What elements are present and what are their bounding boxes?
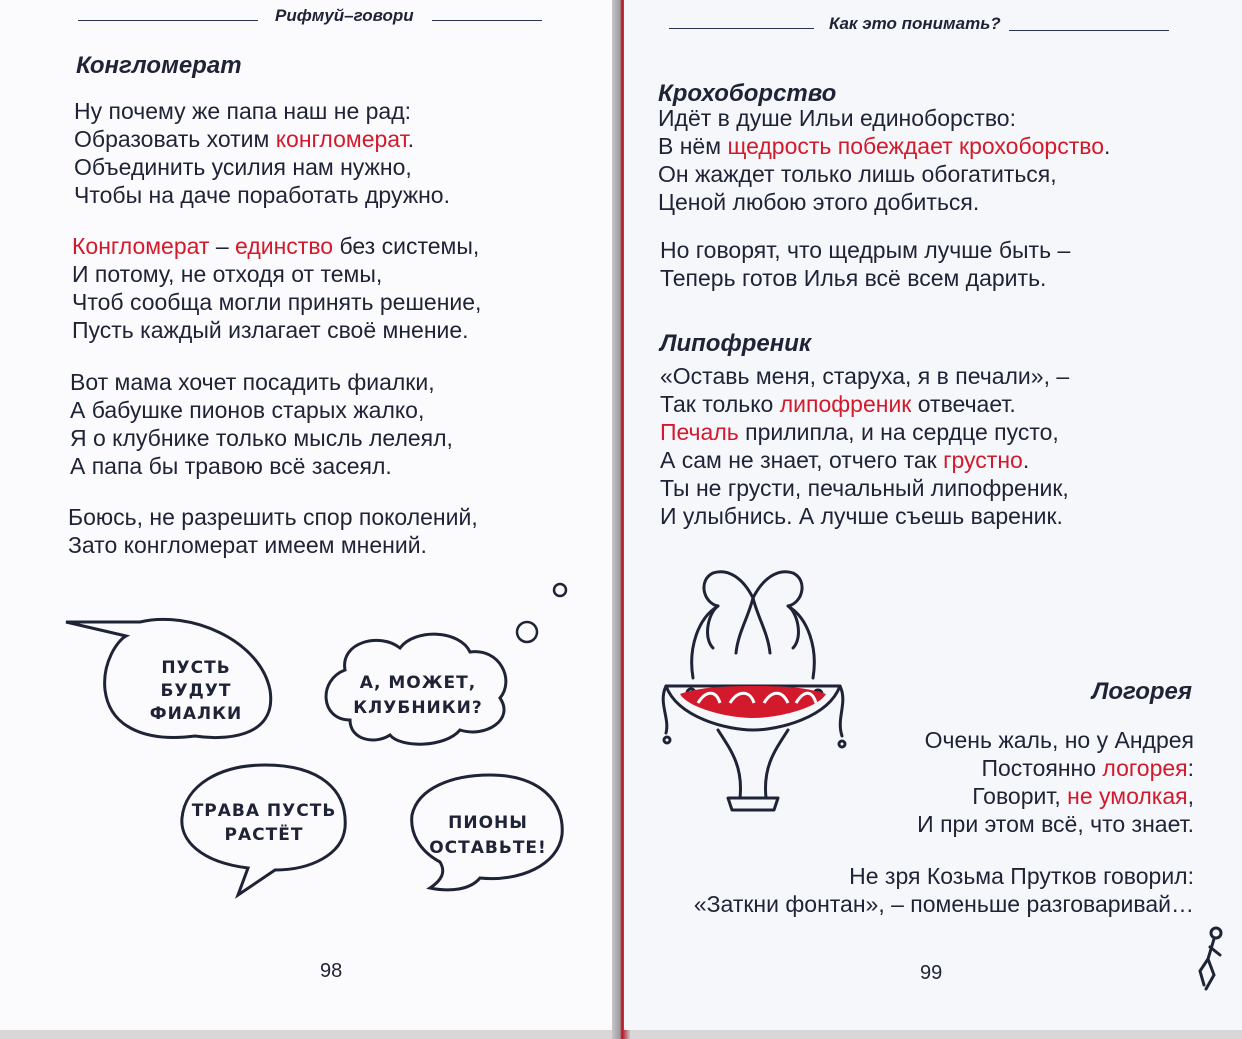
highlight-term: Конгломерат bbox=[72, 233, 210, 259]
line: Боюсь, не разрешить спор поколений, bbox=[68, 504, 478, 530]
stanza bbox=[654, 862, 1194, 918]
line: Идёт в душе Ильи единоборство: bbox=[658, 105, 1016, 131]
highlight-term: единство bbox=[235, 233, 334, 259]
line: Я о клубнике только мысль лелеял, bbox=[70, 425, 453, 451]
stanza bbox=[794, 726, 1194, 838]
stanza bbox=[68, 503, 478, 559]
section-heading: Логорея bbox=[1091, 678, 1192, 705]
header-rule bbox=[78, 20, 258, 21]
bubble-text: ПУСТЬ bbox=[161, 658, 231, 678]
highlight-term: липофреник bbox=[779, 391, 912, 417]
line: В нём щедрость побеждает крохоборство. bbox=[658, 133, 1111, 159]
running-head: Как это понимать? bbox=[829, 14, 1001, 33]
thought-bubble-icon bbox=[517, 622, 537, 642]
line: Чтобы на даче поработать дружно. bbox=[74, 182, 450, 208]
line: Не зря Козьма Прутков говорил: bbox=[849, 863, 1194, 889]
running-head: Рифмуй–говори bbox=[275, 6, 414, 25]
stanza bbox=[660, 362, 1069, 530]
section-heading: Липофреник bbox=[660, 330, 812, 357]
line: А сам не знает, отчего так грустно. bbox=[660, 447, 1030, 473]
stanza bbox=[658, 104, 1110, 216]
header-rule bbox=[669, 28, 814, 29]
line: А бабушке пионов старых жалко, bbox=[70, 397, 425, 423]
stanza bbox=[660, 236, 1070, 292]
line: И потому, не отходя от темы, bbox=[72, 261, 383, 287]
left-page bbox=[0, 0, 618, 1030]
right-page bbox=[624, 0, 1242, 1030]
header-rule bbox=[1009, 30, 1169, 31]
stanza bbox=[74, 97, 450, 209]
bubble-text: БУДУТ bbox=[160, 681, 232, 701]
section-heading: Крохоборство bbox=[658, 80, 837, 107]
line: Вот мама хочет посадить фиалки, bbox=[70, 369, 435, 395]
bubble-text: ФИАЛКИ bbox=[149, 704, 243, 724]
line: Образовать хотим конгломерат. bbox=[74, 126, 414, 152]
stanza bbox=[70, 368, 453, 480]
highlight-term: логорея bbox=[1102, 755, 1188, 781]
line: Ценой любою этого добиться. bbox=[658, 189, 980, 215]
line: «Заткни фонтан», – поменьше разговаривай… bbox=[693, 891, 1194, 917]
line: Чтоб сообща могли принять решение, bbox=[72, 289, 482, 315]
line: Пусть каждый излагает своё мнение. bbox=[72, 317, 469, 343]
line: Говорит, не умолкая, bbox=[972, 783, 1194, 809]
highlight-term: грустно bbox=[943, 447, 1023, 473]
line: «Оставь меня, старуха, я в печали», – bbox=[660, 363, 1070, 389]
poem-heading: Конгломерат bbox=[76, 52, 242, 79]
line: Он жаждет только лишь обогатиться, bbox=[658, 161, 1057, 187]
highlight-term: не умолкая bbox=[1067, 783, 1188, 809]
line: Конгломерат – единство без системы, bbox=[72, 233, 480, 259]
line: А папа бы травою всё засеял. bbox=[70, 453, 392, 479]
line: И при этом всё, что знает. bbox=[917, 811, 1194, 837]
bubble-text: А, МОЖЕТ, bbox=[359, 673, 477, 693]
speech-bubbles-illustration bbox=[0, 570, 618, 910]
bubble-text: ПИОНЫ bbox=[448, 813, 528, 833]
line: Очень жаль, но у Андрея bbox=[924, 727, 1194, 753]
bubble-text: ТРАВА ПУСТЬ bbox=[191, 801, 337, 821]
stick-figure-icon bbox=[1194, 925, 1230, 995]
line: Объединить усилия нам нужно, bbox=[74, 154, 412, 180]
page-number: 99 bbox=[920, 962, 943, 984]
bubble-text: ОСТАВЬТЕ! bbox=[429, 838, 547, 858]
highlight-term: конгломерат bbox=[275, 126, 408, 152]
highlight-term: Печаль bbox=[660, 419, 739, 445]
highlight-term: щедрость побеждает крохоборство bbox=[727, 133, 1105, 159]
line: Ну почему же папа наш не рад: bbox=[74, 98, 412, 124]
thought-bubble-icon bbox=[554, 584, 566, 596]
line: Так только липофреник отвечает. bbox=[660, 391, 1016, 417]
line: Но говорят, что щедрым лучше быть – bbox=[660, 237, 1071, 263]
header-rule bbox=[432, 20, 542, 21]
line: Постоянно логорея: bbox=[981, 755, 1194, 781]
line: Зато конгломерат имеем мнений. bbox=[68, 532, 427, 558]
line: И улыбнись. А лучше съешь вареник. bbox=[660, 503, 1063, 529]
stanza bbox=[72, 232, 481, 344]
bubble-text: РАСТЁТ bbox=[224, 825, 304, 845]
bubble-text: КЛУБНИКИ? bbox=[353, 698, 483, 718]
line: Ты не грусти, печальный липофреник, bbox=[660, 475, 1069, 501]
line: Теперь готов Илья всё всем дарить. bbox=[660, 265, 1047, 291]
line: Печаль прилипла, и на сердце пусто, bbox=[660, 419, 1059, 445]
page-number: 98 bbox=[320, 960, 343, 982]
